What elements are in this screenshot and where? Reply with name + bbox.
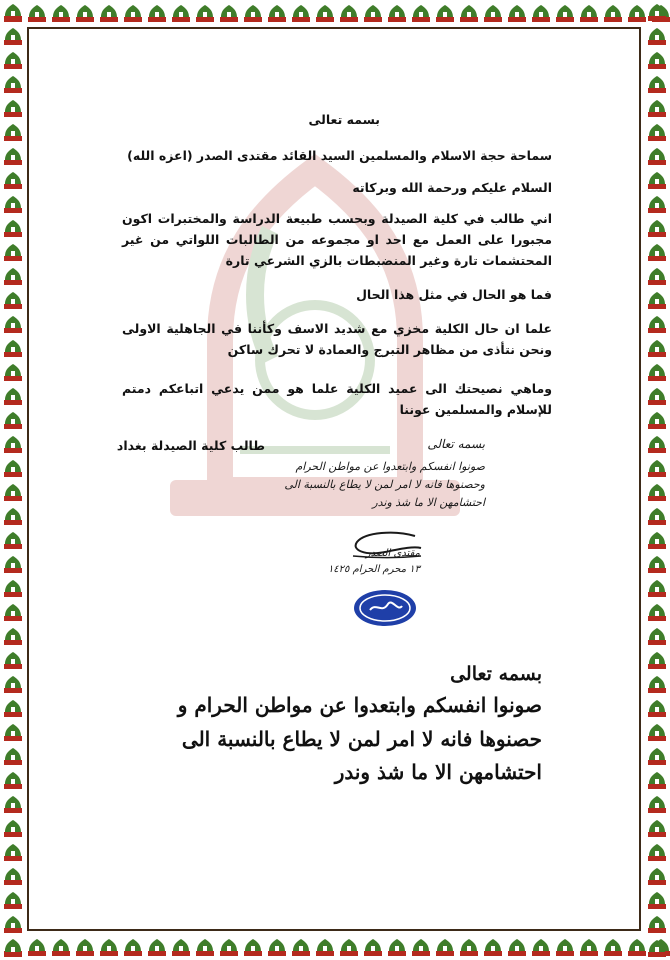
handwritten-heading: بسمه تعالى [427, 437, 485, 451]
letter-paragraph-1: اني طالب في كلية الصيدلة وبحسب طبيعة الدراسة والمختبرات اكون مجبورا على العمل مع احد او مجموعه من الطالبات اللواتي من غير المحتشمات تارة وغير المنضبطات بالزي الشرعي تارة [122, 211, 552, 268]
reply-line-3: احتشامهن الا ما شذ وندر [334, 760, 542, 784]
reply-line-2: حصنوها فانه لا امر لمن لا يطاع بالنسبة الى [181, 727, 542, 751]
letter-addressee: سماحة حجة الاسلام والمسلمين السيد القائد مقتدى الصدر (اعزه الله) [127, 148, 552, 163]
decorative-border-top [0, 0, 670, 26]
decorative-border-left [0, 0, 26, 960]
reply-line-1: صونوا انفسكم وابتعدوا عن مواطن الحرام و [177, 693, 542, 717]
letter-heading: بسمه تعالى [308, 112, 380, 127]
decorative-border-bottom [0, 934, 670, 960]
signer-name: مقتدى الصدر [365, 548, 420, 559]
handwritten-line-1: صونوا انفسكم وابتعدوا عن مواطن الحرام [295, 460, 485, 473]
reply-title: بسمه تعالى [450, 663, 542, 685]
handwritten-line-3: احتشامهن الا ما شذ وندر [372, 496, 485, 509]
signature-date: ١٣ محرم الحرام ١٤٢٥ [327, 564, 420, 575]
letter-paragraph-2: علما ان حال الكلية مخزي مع شديد الاسف وكأننا في الجاهلية الاولى ونحن نتأذى من مظاهر التبرج والعمادة لا تحرك ساكن [122, 321, 552, 357]
letter-greeting: السلام عليكم ورحمة الله وبركاته [352, 180, 552, 195]
decorative-border-right [644, 0, 670, 960]
letter-question: فما هو الحال في مثل هذا الحال [356, 287, 552, 302]
letter-signature-line: طالب كلية الصيدلة بغداد [116, 438, 265, 453]
handwritten-line-2: وحصنوها فانه لا امر لمن لا يطاع بالنسبة الى [284, 478, 485, 491]
official-stamp [352, 588, 418, 628]
letter-paragraph-3: وماهي نصيحتك الى عميد الكلية علما هو ممن يدعي اتباعكم دمتم للإسلام والمسلمين عوننا [122, 381, 552, 417]
